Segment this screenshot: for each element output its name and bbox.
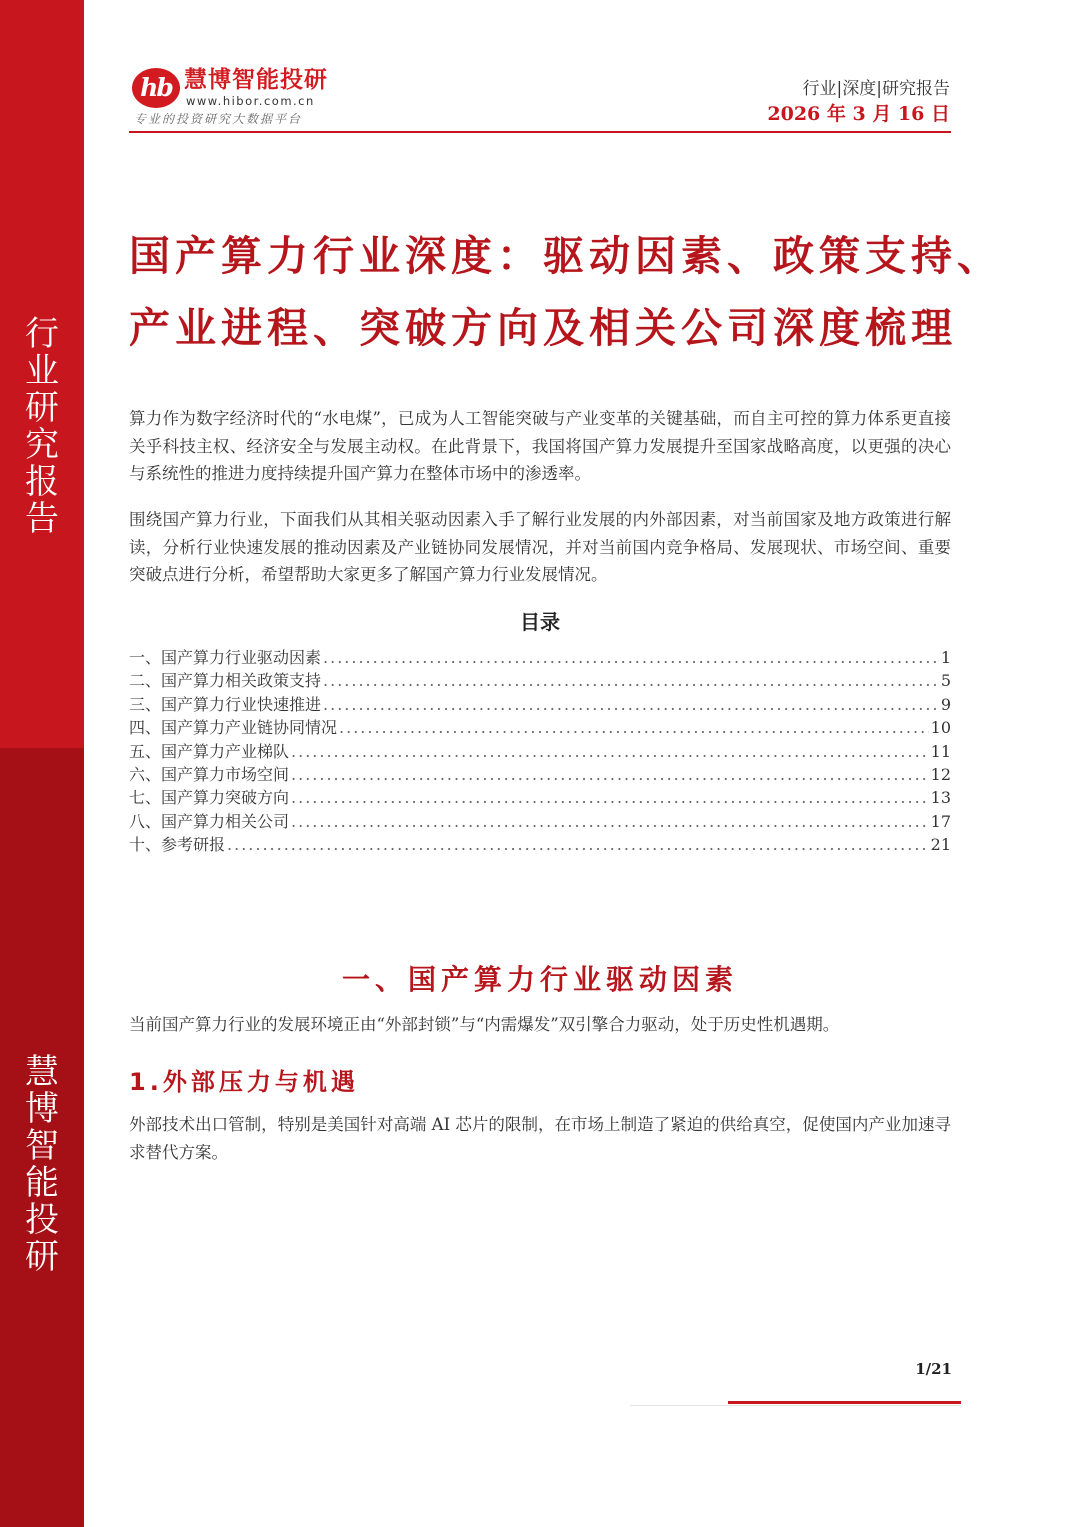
toc-leader (291, 740, 929, 763)
toc-leader (323, 669, 939, 692)
toc-item-label: 三、国产算力行业快速推进 (129, 694, 322, 714)
sidebar-char: 告 (25, 499, 59, 539)
sidebar-char: 究 (25, 425, 59, 465)
toc-leader (227, 833, 929, 856)
report-meta (767, 78, 950, 128)
toc-item[interactable] (129, 786, 951, 809)
sidebar-char: 研 (25, 388, 59, 428)
toc-leader (339, 716, 929, 739)
toc-item[interactable] (129, 693, 951, 716)
sidebar-char: 行 (25, 314, 59, 354)
toc-item-page: 10 (930, 718, 951, 738)
toc-item-page: 5 (940, 671, 951, 691)
sidebar-char: 研 (25, 1237, 59, 1277)
header-divider (129, 131, 951, 133)
sidebar-char: 报 (25, 462, 59, 502)
sidebar-char: 投 (25, 1200, 59, 1240)
toc-title: 目录 (520, 610, 560, 634)
toc-item[interactable] (129, 810, 951, 833)
toc-item-label: 二、国产算力相关政策支持 (129, 671, 322, 691)
report-date: 2026 年 3 月 16 日 (767, 103, 950, 125)
toc-leader (323, 646, 939, 669)
sidebar-char: 智 (25, 1126, 59, 1166)
toc-leader (323, 693, 939, 716)
sidebar (0, 0, 84, 1527)
section-heading: 一、国产算力行业驱动因素 (341, 963, 738, 996)
table-of-contents (129, 646, 951, 857)
title-line-2: 产业进程、突破方向及相关公司深度梳理 (129, 304, 957, 352)
toc-item-page: 21 (930, 835, 951, 855)
toc-item-label: 六、国产算力市场空间 (129, 764, 290, 784)
sidebar-char: 博 (25, 1089, 59, 1129)
title-line-1: 国产算力行业深度：驱动因素、政策支持、 (129, 232, 1003, 280)
logo-mark-icon: hb (132, 68, 180, 108)
sidebar-upper-band (0, 0, 84, 748)
toc-item-label: 一、国产算力行业驱动因素 (129, 648, 322, 667)
toc-item-label: 十、参考研报 (129, 835, 226, 855)
toc-item-label: 八、国产算力相关公司 (129, 811, 290, 831)
toc-item-page: 17 (930, 811, 951, 831)
toc-item-page: 9 (940, 694, 951, 714)
sidebar-char: 业 (25, 351, 59, 391)
toc-item[interactable] (129, 716, 951, 739)
toc-item[interactable] (129, 740, 951, 763)
toc-item-page: 12 (930, 764, 951, 784)
toc-leader (291, 763, 929, 786)
footer-divider (728, 1401, 961, 1404)
sidebar-char: 能 (25, 1163, 59, 1203)
toc-item-label: 五、国产算力产业梯队 (129, 741, 290, 761)
brand-logo[interactable] (132, 66, 332, 130)
toc-item[interactable] (129, 763, 951, 786)
sidebar-label-report-type (0, 316, 84, 538)
toc-item[interactable] (129, 669, 951, 692)
report-type: 行业|深度|研究报告 (802, 79, 950, 99)
toc-item-page: 1 (940, 648, 951, 667)
toc-item-page: 11 (930, 741, 951, 761)
toc-item-page: 13 (930, 788, 951, 808)
toc-leader (291, 810, 929, 833)
toc-item-label: 七、国产算力突破方向 (129, 788, 290, 808)
subsection-body: 外部技术出口管制，特别是美国针对高端 AI 芯片的限制，在市场上制造了紧迫的供给真空，促使国内产业加速寻求替代方案。 (129, 1115, 951, 1162)
toc-leader (291, 786, 929, 809)
sidebar-lower-band (0, 748, 84, 1527)
logo-name: 慧博智能投研 (184, 67, 328, 93)
sidebar-label-brand (0, 1054, 84, 1276)
toc-item-label: 四、国产算力产业链协同情况 (129, 718, 338, 738)
sidebar-char: 慧 (25, 1052, 59, 1092)
toc-item[interactable] (129, 646, 951, 669)
subsection-heading: 1.外部压力与机遇 (129, 1068, 359, 1096)
report-title (129, 220, 1003, 364)
intro-paragraph-2: 围绕国产算力行业，下面我们从其相关驱动因素入手了解行业发展的内外部因素，对当前国家及地方政策进行解读，分析行业快速发展的推动因素及产业链协同发展情况，并对当前国内竞争格局、发展现状、市场空间、重要突破点进行分析，希望帮助大家更多了解国产算力行业发展情况。 (129, 510, 951, 584)
footer-divider-light (630, 1405, 960, 1406)
toc-item[interactable] (129, 833, 951, 856)
logo-slogan: 专业的投资研究大数据平台 (134, 112, 303, 126)
logo-url[interactable]: www.hibor.com.cn (186, 94, 315, 108)
page-number: 1/21 (915, 1360, 952, 1378)
intro-paragraph-1: 算力作为数字经济时代的“水电煤”，已成为人工智能突破与产业变革的关键基础，而自主可控的算力体系更直接关乎科技主权、经济安全与发展主动权。在此背景下，我国将国产算力发展提升至国家战略高度，以更强的决心与系统性的推进力度持续提升国产算力在整体市场中的渗透率。 (129, 409, 951, 483)
section-intro: 当前国产算力行业的发展环境正由“外部封锁”与“内需爆发”双引擎合力驱动，处于历史性机遇期。 (129, 1015, 840, 1034)
